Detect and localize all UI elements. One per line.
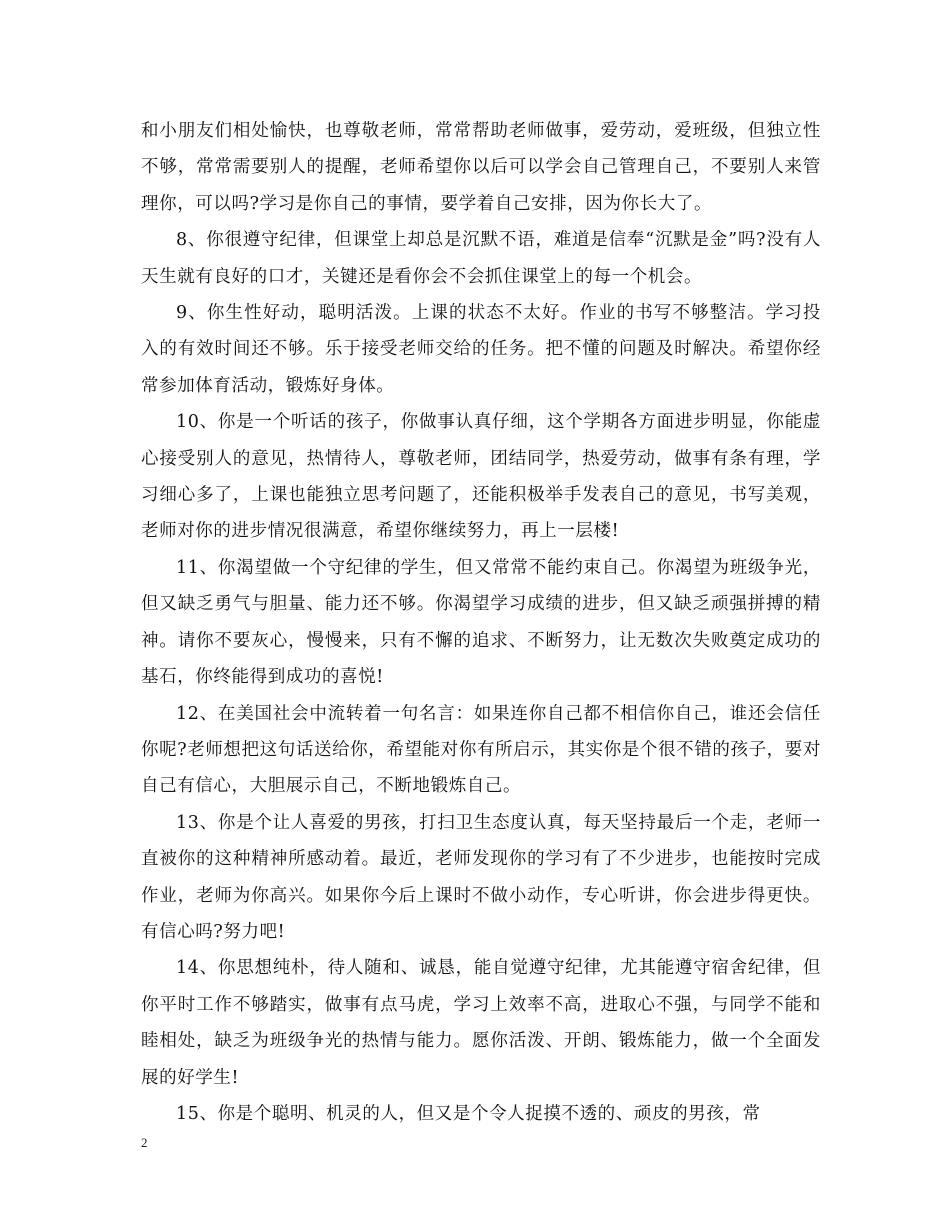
paragraph-item-14: 14、你思想纯朴，待人随和、诚恳，能自觉遵守纪律，尤其能遵守宿舍纪律，但你平时工作不够踏实，做事有点马虎，学习上效率不高，进取心不强，与同学不能和睦相处，缺乏为班级争光的热情与能力。愿你活泼、开朗、锻炼能力，做一个全面发展的好学生! xyxy=(141,958,821,1088)
paragraph-item-12: 12、在美国社会中流转着一句名言：如果连你自己都不相信你自己，谁还会信任你呢?老师想把这句话送给你，希望能对你有所启示，其实你是个很不错的孩子，要对自己有信心，大胆展示自己，不断地锻炼自己。 xyxy=(141,703,821,797)
paragraph-item-11: 11、你渴望做一个守纪律的学生，但又常常不能约束自己。你渴望为班级争光，但又缺乏勇气与胆量、能力还不够。你渴望学习成绩的进步，但又缺乏顽强拼搏的精神。请你不要灰心，慢慢来，只有不懈的追求、不断努力，让无数次失败奠定成功的基石，你终能得到成功的喜悦! xyxy=(141,557,821,688)
paragraph-item-10: 10、你是一个听话的孩子，你做事认真仔细，这个学期各方面进步明显，你能虚心接受别人的意见，热情待人，尊敬老师，团结同学，热爱劳动，做事有条有理，学习细心多了，上课也能独立思考问题了，还能积极举手发表自己的意见，书写美观，老师对你的进步情况很满意，希望你继续努力，再上一层楼! xyxy=(141,412,821,542)
document-body xyxy=(141,113,821,1132)
paragraph-item-13: 13、你是个让人喜爱的男孩，打扫卫生态度认真，每天坚持最后一个走，老师一直被你的这种精神所感动着。最近，老师发现你的学习有了不少进步，也能按时完成作业，老师为你高兴。如果你今后上课时不做小动作，专心听讲，你会进步得更快。有信心吗?努力吧! xyxy=(141,812,821,942)
paragraph-item-9: 9、你生性好动，聪明活泼。上课的状态不太好。作业的书写不够整洁。学习投入的有效时间还不够。乐于接受老师交给的任务。把不懂的问题及时解决。希望你经常参加体育活动，锻炼好身体。 xyxy=(141,303,821,396)
paragraph-item-8: 8、你很遵守纪律，但课堂上却总是沉默不语，难道是信奉“沉默是金”吗?没有人天生就有良好的口才，关键还是看你会不会抓住课堂上的每一个机会。 xyxy=(141,230,821,287)
page-number: 2 xyxy=(141,1135,148,1150)
paragraph-continued: 和小朋友们相处愉快，也尊敬老师，常常帮助老师做事，爱劳动，爱班级，但独立性不够，常常需要别人的提醒，老师希望你以后可以学会自己管理自己，不要别人来管理你，可以吗?学习是你自己的事情，要学着自己安排，因为你长大了。 xyxy=(141,121,821,214)
paragraph-item-15: 15、你是个聪明、机灵的人，但又是个令人捉摸不透的、顽皮的男孩，常 xyxy=(176,1103,761,1124)
